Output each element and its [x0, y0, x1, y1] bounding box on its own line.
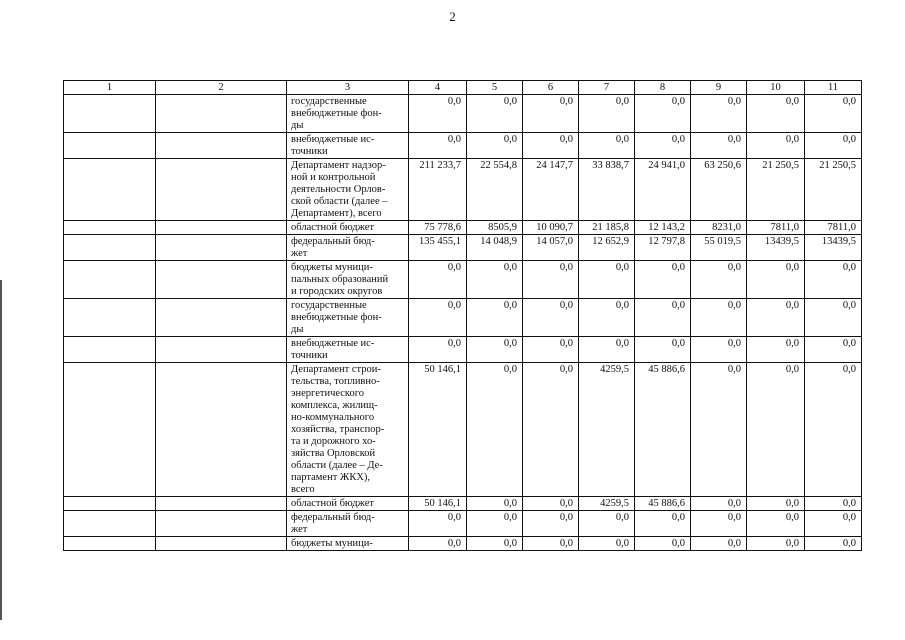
value-cell-col11: 0,0: [805, 133, 862, 159]
value-cell-col11: 0,0: [805, 537, 862, 551]
empty-cell-col1: [64, 159, 156, 221]
value-cell-col9: 0,0: [691, 511, 747, 537]
column-number: 3: [287, 81, 409, 95]
row-label: [287, 133, 409, 159]
value-cell-col7: 33 838,7: [579, 159, 635, 221]
row-label-line: внебюджетные фон-: [291, 312, 382, 323]
scan-edge-mark: [0, 280, 2, 620]
row-label-line: но-коммунального: [291, 412, 375, 423]
value-cell-col8: 12 797,8: [635, 235, 691, 261]
value-cell-col6: 0,0: [523, 537, 579, 551]
value-cell-col9: 8231,0: [691, 221, 747, 235]
row-label-line: жет: [291, 248, 308, 259]
table-row: [64, 261, 862, 299]
value-cell-col5: 0,0: [467, 363, 523, 497]
table-body: [64, 81, 862, 551]
empty-cell-col2: [156, 363, 287, 497]
value-cell-col11: 0,0: [805, 95, 862, 133]
value-cell-col11: 0,0: [805, 299, 862, 337]
row-label-line: областной бюджет: [291, 498, 374, 509]
row-label: [287, 511, 409, 537]
value-cell-col7: 4259,5: [579, 363, 635, 497]
row-label-line: тельства, топливно-: [291, 376, 380, 387]
row-label-line: государственные: [291, 300, 367, 311]
value-cell-col10: 0,0: [747, 511, 805, 537]
value-cell-col6: 0,0: [523, 337, 579, 363]
value-cell-col7: 0,0: [579, 95, 635, 133]
value-cell-col9: 0,0: [691, 261, 747, 299]
value-cell-col5: 0,0: [467, 497, 523, 511]
empty-cell-col1: [64, 299, 156, 337]
row-label: [287, 537, 409, 551]
value-cell-col5: 22 554,8: [467, 159, 523, 221]
row-label-line: бюджеты муници-: [291, 538, 373, 549]
value-cell-col8: 12 143,2: [635, 221, 691, 235]
row-label-line: точники: [291, 146, 328, 157]
empty-cell-col2: [156, 221, 287, 235]
value-cell-col8: 0,0: [635, 299, 691, 337]
row-label: [287, 261, 409, 299]
value-cell-col11: 0,0: [805, 363, 862, 497]
value-cell-col7: 4259,5: [579, 497, 635, 511]
row-label-line: федеральный бюд-: [291, 236, 375, 247]
value-cell-col8: 45 886,6: [635, 363, 691, 497]
value-cell-col10: 13439,5: [747, 235, 805, 261]
row-label-line: Департамент), всего: [291, 208, 382, 219]
row-label-line: государственные: [291, 96, 367, 107]
row-label-line: хозяйства, транспор-: [291, 424, 385, 435]
row-label: [287, 337, 409, 363]
value-cell-col4: 75 778,6: [409, 221, 467, 235]
table-row: [64, 337, 862, 363]
value-cell-col7: 0,0: [579, 133, 635, 159]
table-row: [64, 511, 862, 537]
row-label-line: точники: [291, 350, 328, 361]
row-label-line: пальных образований: [291, 274, 389, 285]
value-cell-col4: 0,0: [409, 511, 467, 537]
row-label-line: жет: [291, 524, 308, 535]
value-cell-col8: 0,0: [635, 133, 691, 159]
column-number: 11: [805, 81, 862, 95]
empty-cell-col2: [156, 299, 287, 337]
row-label-line: деятельности Орлов-: [291, 184, 386, 195]
row-label-line: комплекса, жилищ-: [291, 400, 378, 411]
row-label: [287, 299, 409, 337]
value-cell-col7: 0,0: [579, 261, 635, 299]
value-cell-col8: 45 886,6: [635, 497, 691, 511]
value-cell-col8: 0,0: [635, 511, 691, 537]
value-cell-col5: 0,0: [467, 299, 523, 337]
row-label-line: и городских округов: [291, 286, 383, 297]
value-cell-col7: 12 652,9: [579, 235, 635, 261]
table-row: [64, 235, 862, 261]
budget-table: [63, 80, 862, 551]
empty-cell-col1: [64, 221, 156, 235]
row-label-line: ды: [291, 324, 304, 335]
row-label-line: всего: [291, 484, 315, 495]
value-cell-col10: 0,0: [747, 497, 805, 511]
table-row: [64, 363, 862, 497]
row-label-line: ды: [291, 120, 304, 131]
value-cell-col4: 0,0: [409, 261, 467, 299]
value-cell-col11: 0,0: [805, 261, 862, 299]
value-cell-col4: 211 233,7: [409, 159, 467, 221]
value-cell-col7: 0,0: [579, 337, 635, 363]
value-cell-col5: 0,0: [467, 511, 523, 537]
value-cell-col10: 7811,0: [747, 221, 805, 235]
empty-cell-col2: [156, 537, 287, 551]
row-label-line: внебюджетные ис-: [291, 134, 375, 145]
value-cell-col4: 0,0: [409, 299, 467, 337]
value-cell-col5: 14 048,9: [467, 235, 523, 261]
table-row: [64, 133, 862, 159]
value-cell-col4: 0,0: [409, 337, 467, 363]
value-cell-col5: 0,0: [467, 337, 523, 363]
value-cell-col6: 0,0: [523, 133, 579, 159]
column-number: 2: [156, 81, 287, 95]
value-cell-col4: 50 146,1: [409, 363, 467, 497]
row-label: [287, 497, 409, 511]
header-row: [64, 81, 862, 95]
empty-cell-col2: [156, 511, 287, 537]
value-cell-col11: 0,0: [805, 337, 862, 363]
column-number: 4: [409, 81, 467, 95]
row-label: [287, 159, 409, 221]
empty-cell-col2: [156, 235, 287, 261]
value-cell-col6: 0,0: [523, 95, 579, 133]
value-cell-col7: 0,0: [579, 299, 635, 337]
value-cell-col6: 0,0: [523, 511, 579, 537]
value-cell-col8: 24 941,0: [635, 159, 691, 221]
value-cell-col9: 0,0: [691, 299, 747, 337]
value-cell-col4: 135 455,1: [409, 235, 467, 261]
value-cell-col10: 0,0: [747, 337, 805, 363]
value-cell-col6: 0,0: [523, 363, 579, 497]
value-cell-col9: 0,0: [691, 133, 747, 159]
value-cell-col7: 0,0: [579, 511, 635, 537]
value-cell-col10: 0,0: [747, 133, 805, 159]
column-number: 10: [747, 81, 805, 95]
value-cell-col7: 21 185,8: [579, 221, 635, 235]
column-number: 9: [691, 81, 747, 95]
empty-cell-col1: [64, 497, 156, 511]
row-label-line: ской области (далее –: [291, 196, 388, 207]
row-label-line: федеральный бюд-: [291, 512, 375, 523]
value-cell-col4: 0,0: [409, 95, 467, 133]
row-label-line: ной и контрольной: [291, 172, 376, 183]
empty-cell-col1: [64, 511, 156, 537]
column-number: 1: [64, 81, 156, 95]
value-cell-col11: 0,0: [805, 511, 862, 537]
empty-cell-col1: [64, 133, 156, 159]
value-cell-col6: 10 090,7: [523, 221, 579, 235]
table-row: [64, 299, 862, 337]
empty-cell-col2: [156, 337, 287, 363]
row-label-line: области (далее – Де-: [291, 460, 383, 471]
value-cell-col9: 0,0: [691, 95, 747, 133]
empty-cell-col1: [64, 235, 156, 261]
value-cell-col8: 0,0: [635, 537, 691, 551]
value-cell-col6: 24 147,7: [523, 159, 579, 221]
value-cell-col5: 0,0: [467, 261, 523, 299]
value-cell-col8: 0,0: [635, 337, 691, 363]
row-label-line: внебюджетные ис-: [291, 338, 375, 349]
empty-cell-col2: [156, 261, 287, 299]
empty-cell-col1: [64, 337, 156, 363]
value-cell-col9: 0,0: [691, 497, 747, 511]
column-number: 7: [579, 81, 635, 95]
empty-cell-col1: [64, 363, 156, 497]
value-cell-col8: 0,0: [635, 95, 691, 133]
value-cell-col6: 0,0: [523, 261, 579, 299]
value-cell-col4: 50 146,1: [409, 497, 467, 511]
value-cell-col6: 0,0: [523, 299, 579, 337]
empty-cell-col2: [156, 95, 287, 133]
value-cell-col11: 7811,0: [805, 221, 862, 235]
value-cell-col5: 0,0: [467, 537, 523, 551]
value-cell-col5: 8505,9: [467, 221, 523, 235]
value-cell-col7: 0,0: [579, 537, 635, 551]
value-cell-col4: 0,0: [409, 537, 467, 551]
row-label-line: та и дорожного хо-: [291, 436, 376, 447]
empty-cell-col1: [64, 261, 156, 299]
value-cell-col4: 0,0: [409, 133, 467, 159]
row-label-line: бюджеты муници-: [291, 262, 373, 273]
value-cell-col10: 0,0: [747, 363, 805, 497]
row-label-line: энергетического: [291, 388, 365, 399]
value-cell-col6: 0,0: [523, 497, 579, 511]
row-label-line: областной бюджет: [291, 222, 374, 233]
value-cell-col10: 21 250,5: [747, 159, 805, 221]
row-label-line: Департамент строи-: [291, 364, 381, 375]
value-cell-col9: 0,0: [691, 337, 747, 363]
column-number: 5: [467, 81, 523, 95]
row-label: [287, 235, 409, 261]
empty-cell-col2: [156, 159, 287, 221]
value-cell-col8: 0,0: [635, 261, 691, 299]
value-cell-col10: 0,0: [747, 537, 805, 551]
value-cell-col5: 0,0: [467, 133, 523, 159]
table-row: [64, 537, 862, 551]
value-cell-col9: 63 250,6: [691, 159, 747, 221]
value-cell-col5: 0,0: [467, 95, 523, 133]
table-row: [64, 95, 862, 133]
value-cell-col11: 21 250,5: [805, 159, 862, 221]
page-number: 2: [449, 9, 456, 24]
row-label-line: Департамент надзор-: [291, 160, 386, 171]
row-label-line: партамент ЖКХ),: [291, 472, 371, 483]
column-number: 6: [523, 81, 579, 95]
row-label: [287, 95, 409, 133]
column-number: 8: [635, 81, 691, 95]
table-row: [64, 159, 862, 221]
empty-cell-col2: [156, 133, 287, 159]
row-label: [287, 363, 409, 497]
empty-cell-col2: [156, 497, 287, 511]
value-cell-col10: 0,0: [747, 299, 805, 337]
row-label-line: внебюджетные фон-: [291, 108, 382, 119]
value-cell-col9: 0,0: [691, 363, 747, 497]
empty-cell-col1: [64, 95, 156, 133]
value-cell-col6: 14 057,0: [523, 235, 579, 261]
table-row: [64, 221, 862, 235]
value-cell-col10: 0,0: [747, 261, 805, 299]
table-row: [64, 497, 862, 511]
value-cell-col11: 13439,5: [805, 235, 862, 261]
value-cell-col9: 55 019,5: [691, 235, 747, 261]
value-cell-col9: 0,0: [691, 537, 747, 551]
row-label-line: зяйства Орловской: [291, 448, 376, 459]
row-label: [287, 221, 409, 235]
value-cell-col10: 0,0: [747, 95, 805, 133]
empty-cell-col1: [64, 537, 156, 551]
value-cell-col11: 0,0: [805, 497, 862, 511]
